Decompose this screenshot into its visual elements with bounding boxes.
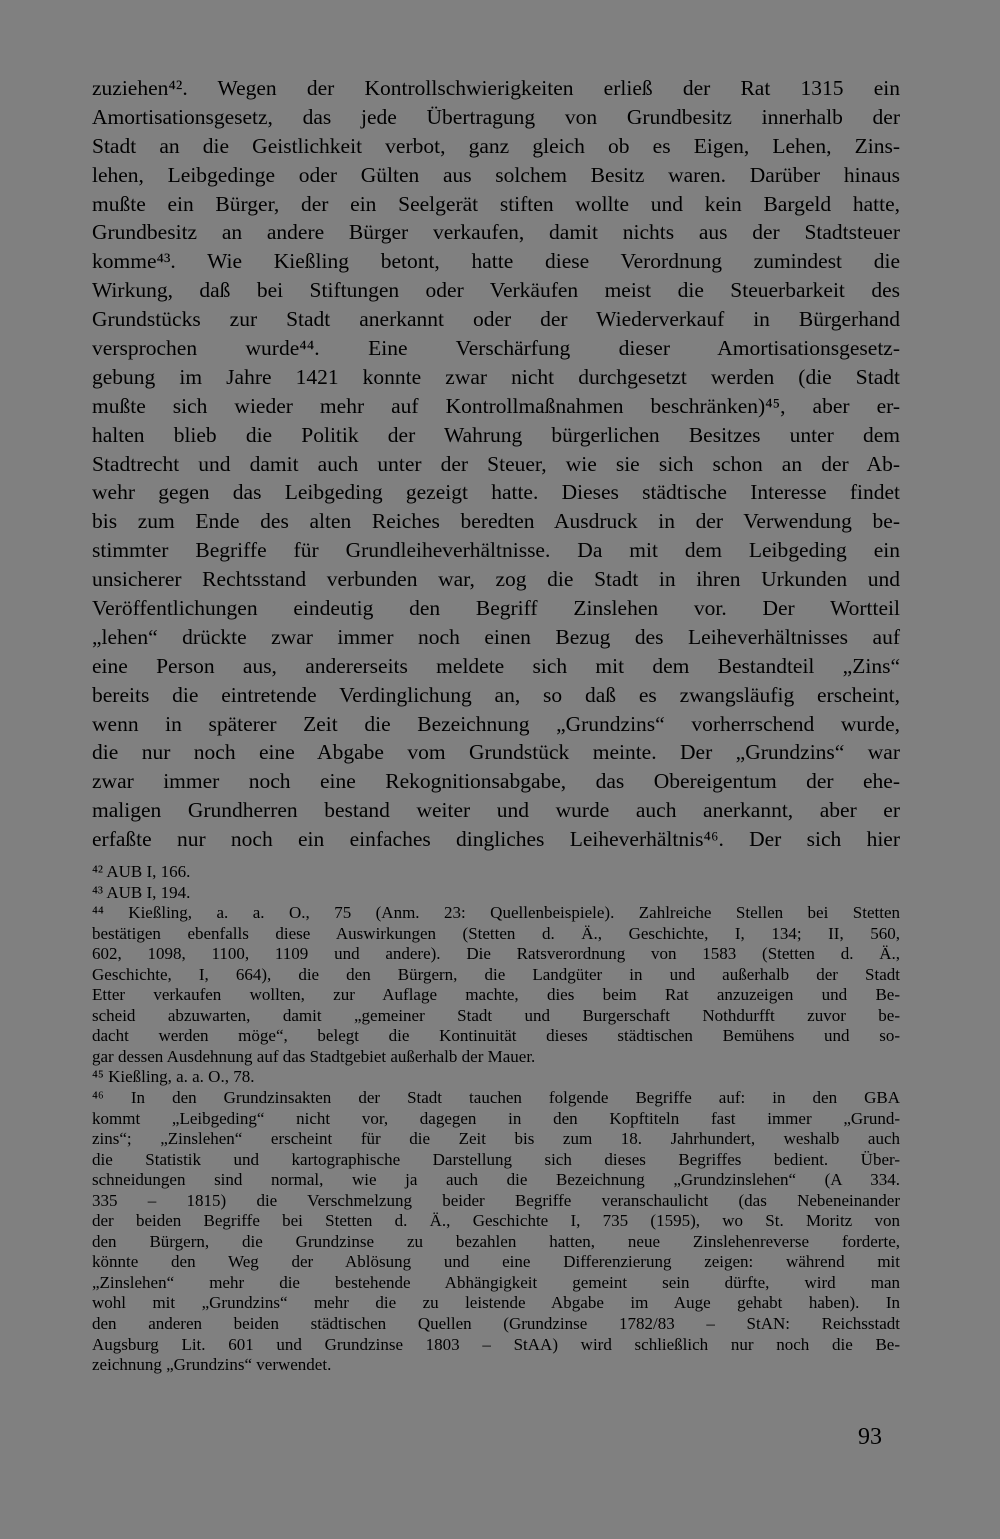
footnote-line: „Zinslehen“ mehr die bestehende Abhängigkeit gemeint sein dürfte, wird man [92,1272,900,1292]
body-line: unsicherer Rechtsstand verbunden war, zog die Stadt in ihren Urkunden und [92,567,900,592]
footnote-line: ⁴⁴ Kießling, a. a. O., 75 (Anm. 23: Quellenbeispiele). Zahlreiche Stellen bei Stetten [92,903,900,923]
body-line: Grundbesitz an andere Bürger verkaufen, damit nichts aus der Stadtsteuer [92,220,900,245]
body-line: zuziehen⁴². Wegen der Kontrollschwierigkeiten erließ der Rat 1315 ein [92,76,900,100]
body-line: Amortisationsgesetz, das jede Übertragung von Grundbesitz innerhalb der [92,104,900,129]
body-line: komme⁴³. Wie Kießling betont, hatte diese Verordnung zumindest die [92,249,900,274]
body-line: die nur noch eine Abgabe vom Grundstück meinte. Der „Grundzins“ war [92,740,900,765]
footnotes [92,862,900,1376]
footnote-line: 602, 1098, 1100, 1109 und andere). Die Ratsverordnung von 1583 (Stetten d. Ä., [92,944,900,964]
footnote-line: zins“; „Zinslehen“ erscheint für die Zeit bis zum 18. Jahrhundert, weshalb auch [92,1129,900,1149]
body-line: versprochen wurde⁴⁴. Eine Verschärfung dieser Amortisationsgesetz- [92,336,900,361]
page-number: 93 [858,1424,882,1450]
body-line: bis zum Ende des alten Reiches beredten Ausdruck in der Verwendung be- [92,509,900,534]
footnote-line: 335 – 1815) die Verschmelzung beider Begriffe veranschaulicht (das Nebeneinander [92,1190,900,1210]
body-line: stimmter Begriffe für Grundleiheverhältnisse. Da mit dem Leibgeding ein [92,538,900,563]
body-line: maligen Grundherren bestand weiter und wurde auch anerkannt, aber er [92,798,900,823]
footnote-line: ⁴² AUB I, 166. [92,862,191,881]
footnote-line: könnte den Weg der Ablösung und eine Differenzierung zeigen: während mit [92,1252,900,1272]
footnote-line: gar dessen Ausdehnung auf das Stadtgebiet außerhalb der Mauer. [92,1046,536,1066]
footnote-line: bestätigen ebenfalls diese Auswirkungen (Stetten d. Ä., Geschichte, I, 134; II, 560, [92,923,900,943]
footnote-line: die Statistik und kartographische Darstellung sich dieses Begriffes bedient. Über- [92,1149,900,1169]
footnote-line: ⁴³ AUB I, 194. [92,882,191,902]
body-line: wenn in späterer Zeit die Bezeichnung „Grundzins“ vorherrschend wurde, [92,711,900,736]
body-line: lehen, Leibgedinge oder Gülten aus solchem Besitz waren. Darüber hinaus [92,162,900,187]
body-line: wehr gegen das Leibgeding gezeigt hatte. Dieses städtische Interesse findet [92,480,900,505]
footnote-line: zeichnung „Grundzins“ verwendet. [92,1355,332,1375]
body-line: Grundstücks zur Stadt anerkannt oder der Wiederverkauf in Bürgerhand [92,307,900,332]
footnote-line: Etter verkaufen wollten, zur Auflage machte, dies beim Rat anzuzeigen und Be- [92,985,900,1005]
footnote-line: ⁴⁶ In den Grundzinsakten der Stadt tauchen folgende Begriffe auf: in den GBA [92,1088,900,1108]
body-line: bereits die eintretende Verdinglichung an, so daß es zwangsläufig erscheint, [92,682,900,707]
body-line: Veröffentlichungen eindeutig den Begriff Zinslehen vor. Der Wortteil [92,596,900,621]
footnote-line: wohl mit „Grundzins“ mehr die zu leistende Abgabe im Auge gehabt haben). In [92,1293,900,1313]
body-text [92,74,900,854]
footnote-line: den anderen beiden städtischen Quellen (Grundzinse 1782/83 – StAN: Reichsstadt [92,1314,900,1334]
body-line: eine Person aus, andererseits meldete sich mit dem Bestandteil „Zins“ [92,653,900,678]
body-line: „lehen“ drückte zwar immer noch einen Bezug des Leiheverhältnisses auf [92,624,900,649]
footnote-line: Augsburg Lit. 601 und Grundzinse 1803 – StAA) wird schließlich nur noch die Be- [92,1334,900,1354]
footnote-line: Geschichte, I, 664), die den Bürgern, die Landgüter in und außerhalb der Stadt [92,964,900,984]
footnote-line: ⁴⁵ Kießling, a. a. O., 78. [92,1067,255,1087]
body-line: gebung im Jahre 1421 konnte zwar nicht durchgesetzt werden (die Stadt [92,364,900,389]
footnote-line: scheid abzuwarten, damit „gemeiner Stadt und Burgerschaft Nothdurfft zuvor be- [92,1005,900,1025]
footnote-line: schneidungen sind normal, wie ja auch die Bezeichnung „Grundzinslehen“ (A 334. [92,1170,900,1190]
body-line: zwar immer noch eine Rekognitionsabgabe, das Obereigentum der ehe- [92,769,900,794]
body-line: Stadt an die Geistlichkeit verbot, ganz gleich ob es Eigen, Lehen, Zins- [92,133,900,158]
body-line: mußte sich wieder mehr auf Kontrollmaßnahmen beschränken)⁴⁵, aber er- [92,393,900,418]
body-line: halten blieb die Politik der Wahrung bürgerlichen Besitzes unter dem [92,422,900,447]
body-line: erfaßte nur noch ein einfaches dingliches Leiheverhältnis⁴⁶. Der sich hier [92,827,900,852]
body-line: Stadtrecht und damit auch unter der Steuer, wie sie sich schon an der Ab- [92,451,900,476]
footnote-line: den Bürgern, die Grundzinse zu bezahlen hatten, neue Zinslehenreverse forderte, [92,1231,900,1251]
body-line: Wirkung, daß bei Stiftungen oder Verkäufen meist die Steuerbarkeit des [92,278,900,303]
footnote-line: dacht werden möge“, belegt die Kontinuität dieses städtischen Bemühens und so- [92,1026,900,1046]
footnote-line: kommt „Leibgeding“ nicht vor, dagegen in den Kopftiteln fast immer „Grund- [92,1108,900,1128]
body-line: mußte ein Bürger, der ein Seelgerät stiften wollte und kein Bargeld hatte, [92,191,900,216]
footnote-line: der beiden Begriffe bei Stetten d. Ä., Geschichte I, 735 (1595), wo St. Moritz von [92,1211,900,1231]
